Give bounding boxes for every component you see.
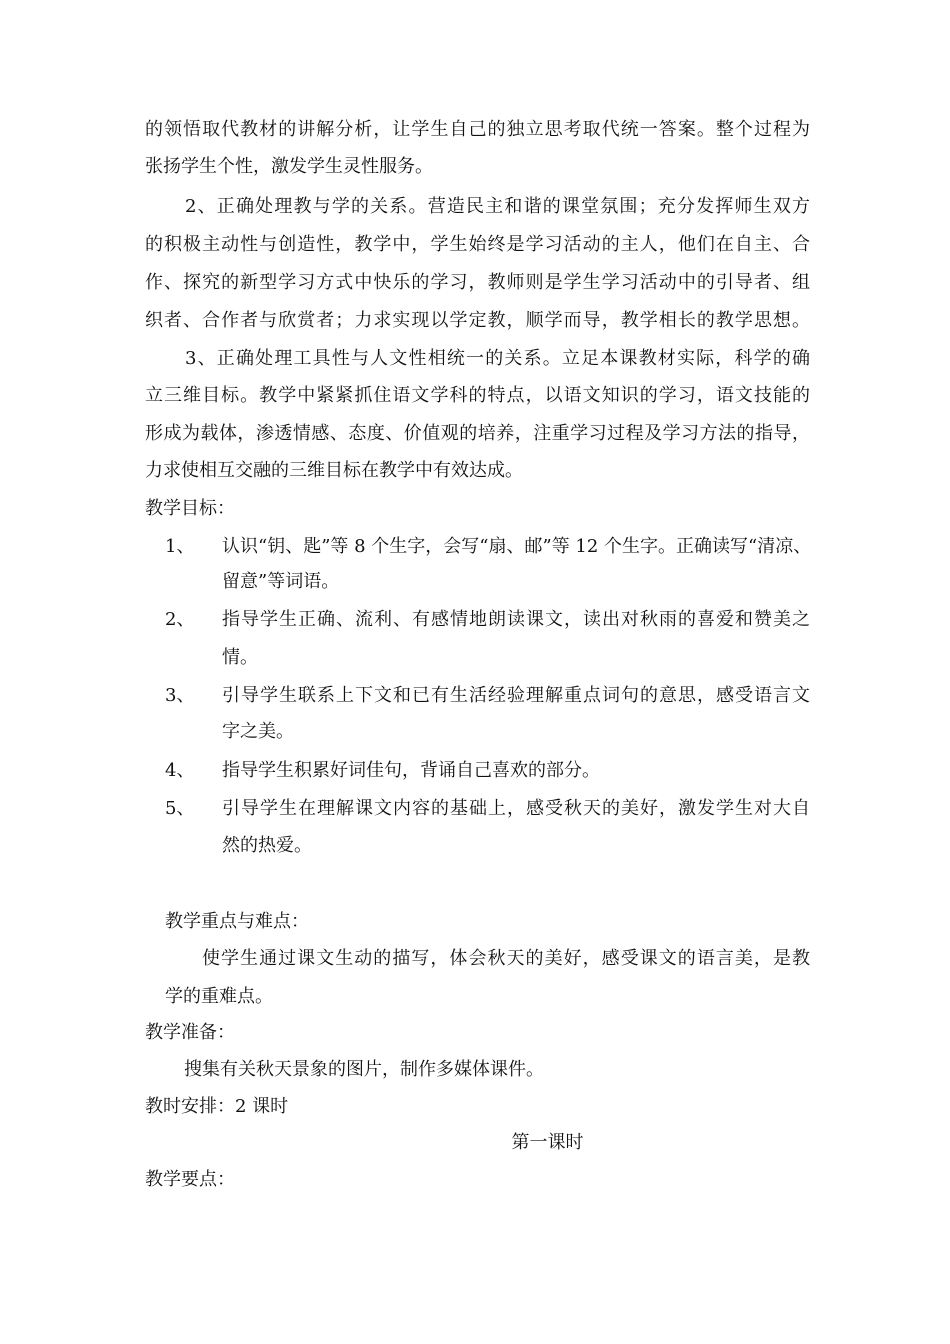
key-points-line-1: 使学生通过课文生动的描写，体会秋天的美好，感受课文的语言美，是教 — [202, 948, 810, 969]
objective-5-line-2: 然的热爱。 — [222, 835, 312, 856]
objective-1-line-2: 留意”等词语。 — [222, 571, 340, 592]
key-points-line-2: 学的重难点。 — [165, 986, 273, 1007]
objective-1-number: 1、 — [165, 536, 195, 557]
principle-2-line-4: 织者、合作者与欣赏者；力求实现以学定教，顺学而导，教学相长的教学思想。 — [145, 310, 810, 331]
objective-3-line-2: 字之美。 — [222, 721, 294, 742]
preparation-text: 搜集有关秋天景象的图片，制作多媒体课件。 — [184, 1059, 544, 1080]
objective-5-line-1: 引导学生在理解课文内容的基础上，感受秋天的美好，激发学生对大自 — [222, 798, 810, 819]
objective-4-number: 4、 — [165, 760, 195, 781]
objective-2-number: 2、 — [165, 609, 195, 630]
principle-2-line-3: 作、探究的新型学习方式中快乐的学习，教师则是学生学习活动中的引导者、组 — [145, 272, 810, 293]
objective-2-line-1: 指导学生正确、流利、有感情地朗读课文，读出对秋雨的喜爱和赞美之 — [222, 609, 810, 630]
intro-line-1: 的领悟取代教材的讲解分析，让学生自己的独立思考取代统一答案。整个过程为 — [145, 119, 810, 140]
schedule-text: 教时安排：2 课时 — [145, 1096, 289, 1117]
preparation-heading: 教学准备： — [145, 1022, 235, 1043]
objective-3-number: 3、 — [165, 685, 195, 706]
principle-3-line-3: 形成为载体，渗透情感、态度、价值观的培养，注重学习过程及学习方法的指导， — [145, 423, 810, 444]
lesson-key-points-heading: 教学要点： — [145, 1169, 235, 1190]
principle-2-line-2: 的积极主动性与创造性，教学中，学生始终是学习活动的主人，他们在自主、合 — [145, 234, 810, 255]
objective-2-line-2: 情。 — [222, 647, 258, 668]
principle-3-line-2: 立三维目标。教学中紧紧抓住语文学科的特点，以语文知识的学习，语文技能的 — [145, 385, 810, 406]
objective-5-number: 5、 — [165, 798, 195, 819]
objective-4-line-1: 指导学生积累好词佳句，背诵自己喜欢的部分。 — [222, 760, 600, 781]
lesson-title: 第一课时 — [511, 1132, 584, 1153]
intro-line-2: 张扬学生个性，激发学生灵性服务。 — [145, 156, 433, 177]
principle-3-line-4: 力求使相互交融的三维目标在教学中有效达成。 — [145, 460, 523, 481]
principle-2-line-1: 2、正确处理教与学的关系。营造民主和谐的课堂氛围；充分发挥师生双方 — [185, 196, 810, 217]
key-points-heading: 教学重点与难点： — [165, 911, 309, 932]
principle-3-line-1: 3、正确处理工具性与人文性相统一的关系。立足本课教材实际，科学的确 — [185, 348, 810, 369]
objective-3-line-1: 引导学生联系上下文和已有生活经验理解重点词句的意思，感受语言文 — [222, 685, 810, 706]
objective-1-line-1: 认识“钥、匙”等 8 个生字，会写“扇、邮”等 12 个生字。正确读写“清凉、 — [222, 536, 812, 557]
objectives-heading: 教学目标： — [145, 498, 235, 519]
